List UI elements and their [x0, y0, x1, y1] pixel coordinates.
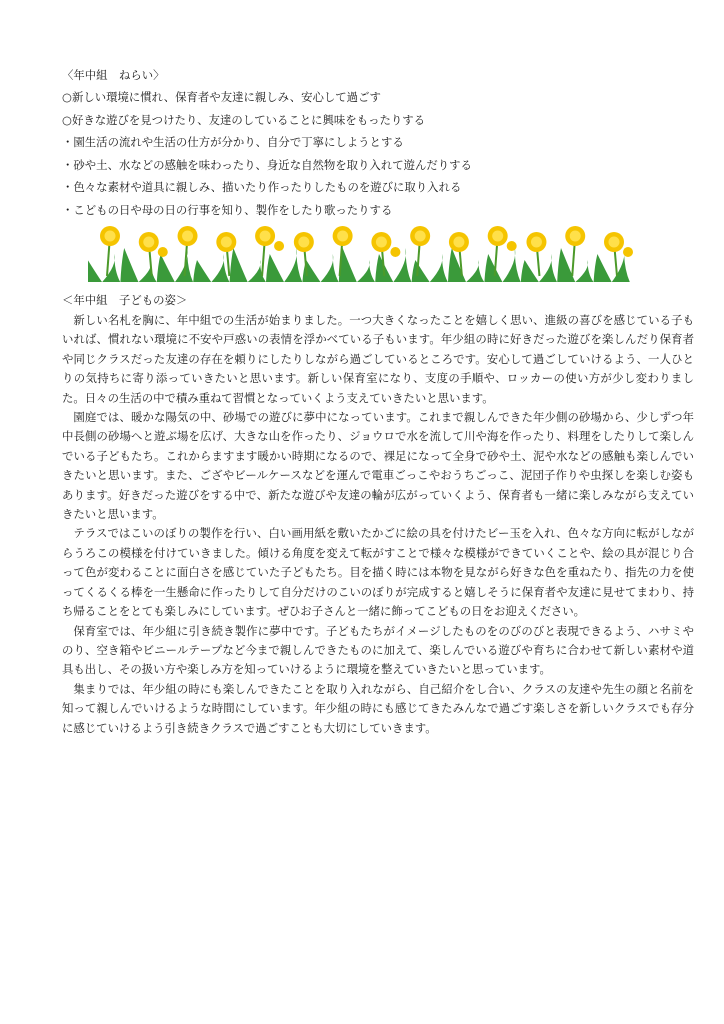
flower-bud — [623, 247, 633, 257]
dandelion-border-illustration — [88, 222, 636, 284]
children-paragraph: 集まりでは、年少組の時にも楽しんできたことを取り入れながら、自己紹介をし合い、クラスの友達や先生の顔と名前を知って親しんでいけるような時間にしています。年少組の時にも感じてきたみんなで過ごす楽しさを新しいクラスでも存分に感じていけるよう引き続きクラスで過ごすことも大切にしていきます。 — [62, 681, 694, 735]
children-paragraph: 園庭では、暖かな陽気の中、砂場での遊びに夢中になっています。これまで親しんできた年少側の砂場から、少しずつ年中長側の砂場へと遊ぶ場を広げ、大きな山を作ったり、ジョウロで水を流して川や海を作ったり、料理をしたりして楽しんでいる子どもたち。これからますます暖かい時期になるので、裸足になって全身で砂や土、泥や水などの感触も楽しんでいきたいと思います。また、ござやビールケースなどを運んで電車ごっこやおうちごっこ、泥団子作りや虫探しを楽しむ姿もあります。好きだった遊びをする中で、新たな遊びや友達の輪が広がっていくよう、保育者も一緒に楽しみながら支えていきたいと思います。 — [62, 410, 694, 522]
leaf-shape — [466, 260, 484, 282]
leaf-shape — [284, 248, 302, 282]
flower-center — [337, 231, 348, 242]
leaf-shape — [175, 248, 193, 282]
leaf-shape — [88, 260, 102, 282]
aim-item: ○好きな遊びを見つけたり、友達のしていることに興味をもったりする — [62, 112, 426, 127]
flower-center — [376, 237, 387, 248]
flower-center — [221, 237, 232, 248]
leaf-shape — [157, 254, 175, 282]
aims-section — [62, 64, 672, 221]
flower-center — [182, 231, 193, 242]
leaf-shape — [321, 254, 339, 282]
aim-item: ・砂や土、水などの感触を味わったり、身近な自然物を取り入れて遊んだりする — [62, 157, 472, 172]
leaf-shape — [102, 254, 120, 282]
leaf-shape — [521, 260, 539, 282]
flower-center — [298, 237, 309, 248]
leaf-shape — [139, 260, 157, 282]
flower-center — [609, 237, 620, 248]
leaf-shape — [193, 260, 211, 282]
flower-center — [531, 237, 542, 248]
aim-item: ・色々な素材や道具に親しみ、描いたり作ったりしたものを遊びに取り入れる — [62, 180, 462, 194]
leaf-shape — [266, 254, 284, 282]
leaf-shape — [230, 248, 248, 282]
children-paragraph: 保育室では、年少組に引き続き製作に夢中です。子どもたちがイメージしたものをのびのびと表現できるよう、ハサミやのり、空き箱やビニールテープなど今まで親しんできたものに加えて、楽しんでいる遊びや育ちに合わせて新しい素材や道具も出し、その扱い方や楽しみ方を知っていけるように環境を整えていきたいと思っています。 — [62, 623, 694, 677]
flower-bud — [390, 247, 400, 257]
flower-center — [260, 231, 271, 242]
flower-bud — [274, 241, 284, 251]
flower-center — [570, 231, 581, 242]
children-heading: ＜年中組 子どもの姿＞ — [62, 293, 188, 307]
leaf-shape — [448, 248, 466, 282]
flower-bud — [158, 247, 168, 257]
leaf-shape — [211, 254, 229, 282]
aim-item: ○新しい環境に慣れ、保育者や友達に親しみ、安心して過ごす — [62, 90, 381, 104]
leaf-shape — [357, 260, 375, 282]
children-paragraph: テラスではこいのぼりの製作を行い、白い画用紙を敷いたかごに絵の具を付けたビー玉を入れ、色々な方向に転がしながらうろこの模様を付けていきました。傾ける角度を変えて転がすことで様々な模様ができていくことや、絵の具が混じり合って色が変わることに面白さを感じていた子どもたち。目を描く時には本物を見ながら好きな色を重ねたり、指先の力を使ってくるくる棒を一生懸命に作ったりして自分だけのこいのぼりが完成すると嬉しそうに保育者や友達に見せてまわり、持ち帰ることをとても楽しみにしています。ぜひお子さんと一緒に飾ってこどもの日をお迎えください。 — [62, 526, 694, 619]
leaf-shape — [484, 254, 502, 282]
children-section — [62, 290, 694, 738]
flower-center — [415, 231, 426, 242]
children-paragraph: 新しい名札を胸に、年中組での生活が始まりました。一つ大きくなったことを嬉しく思い、進級の喜びを感じている子もいれば、慣れない環境に不安や戸惑いの表情を浮かべている子もいます。年少組の時に好きだった遊びを楽しんだり保育者や同じクラスだった友達の存在を頼りにしたりしながら過ごしているところです。安心して過ごしていけるよう、一人ひとりの気持ちに寄り添っていきたいと思います。新しい保育室になり、支度の手順や、ロッカーの使い方が少し変わりました。日々の生活の中で積み重ねて習慣となっていくよう支えていきたいと思います。 — [62, 313, 694, 405]
flower-center — [453, 237, 464, 248]
flower-bud — [507, 241, 517, 251]
leaf-shape — [120, 248, 138, 282]
leaf-shape — [539, 254, 557, 282]
aim-item: ・こどもの日や母の日の行事を知り、製作をしたり歌ったりする — [62, 202, 393, 217]
flower-center — [105, 231, 116, 242]
aim-item: ・園生活の流れや生活の仕方が分かり、自分で丁寧にしようとする — [62, 135, 404, 149]
leaf-shape — [503, 248, 521, 282]
flower-center — [492, 231, 503, 242]
aims-heading: 〈年中組 ねらい〉 — [62, 68, 165, 82]
leaf-shape — [594, 254, 612, 282]
leaf-shape — [575, 260, 593, 282]
flower-center — [143, 237, 154, 248]
leaf-shape — [412, 260, 430, 282]
leaf-shape — [430, 254, 448, 282]
